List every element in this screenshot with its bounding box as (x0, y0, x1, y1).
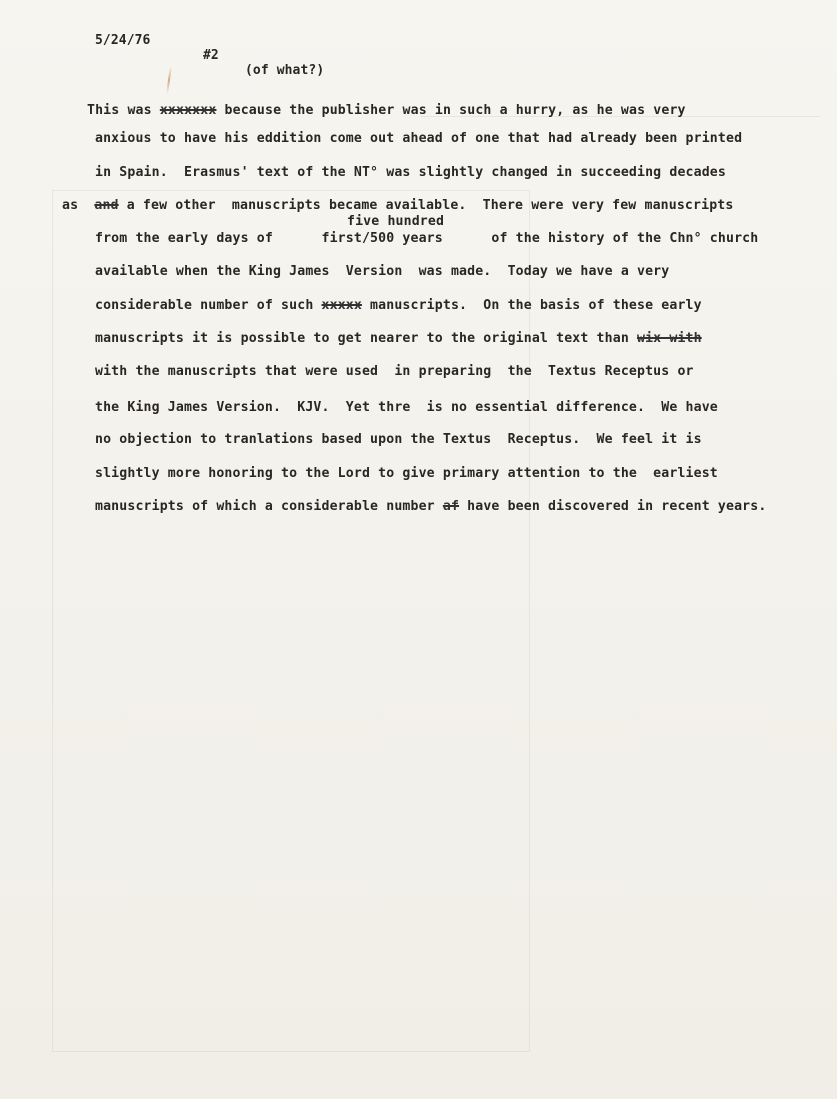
blotted-word: af (442, 499, 460, 514)
text-line-12: slightly more honoring to the Lord to give primary attention to the earliest (95, 466, 718, 481)
text-line-8 (95, 331, 702, 346)
line-13-pre: manuscripts of which a considerable number (95, 499, 443, 514)
text-line-13 (95, 499, 766, 514)
struck-word: xxxxxxx (159, 103, 217, 118)
blotted-word: and (94, 198, 119, 213)
line-4-post: a few other manuscripts became available. There were very few manuscripts (118, 198, 734, 213)
text-line-1 (87, 103, 686, 118)
text-line-3: in Spain. Erasmus' text of the NT° was slightly changed in succeeding decades (95, 165, 726, 180)
line-1-pre: This was (87, 103, 160, 118)
text-line-5: from the early days of first/500 years of the history of the Chn° church (95, 231, 759, 246)
blotted-word: wix with (637, 331, 702, 346)
header-date: 5/24/76 (95, 33, 151, 48)
interlinear-insert: five hundred (347, 214, 445, 229)
text-line-10: the King James Version. KJV. Yet thre is no essential difference. We have (95, 400, 718, 415)
text-line-9: with the manuscripts that were used in preparing the Textus Receptus or (95, 364, 694, 379)
text-line-6: available when the King James Version was made. Today we have a very (95, 264, 670, 279)
text-line-2: anxious to have his eddition come out ahead of one that had already been printed (95, 131, 743, 146)
pencil-mark (166, 66, 172, 94)
line-7-post: manuscripts. On the basis of these early (361, 298, 702, 313)
line-13-post: have been discovered in recent years. (459, 499, 767, 514)
text-line-4 (62, 198, 733, 213)
text-line-11: no objection to tranlations based upon the Textus Receptus. We feel it is (95, 432, 702, 447)
header-number: #2 (203, 48, 219, 63)
blotted-word: xxxxx (321, 298, 362, 313)
header-note: (of what?) (245, 63, 325, 78)
line-7-pre: considerable number of such (95, 298, 322, 313)
line-1-post: because the publisher was in such a hurry, as he was very (216, 103, 686, 118)
bleed-through-frame (52, 190, 530, 1052)
line-8-pre: manuscripts it is possible to get nearer to the original text than (95, 331, 637, 346)
text-line-7 (95, 298, 702, 313)
page-header (95, 18, 325, 93)
margin-insert: as (62, 198, 79, 213)
